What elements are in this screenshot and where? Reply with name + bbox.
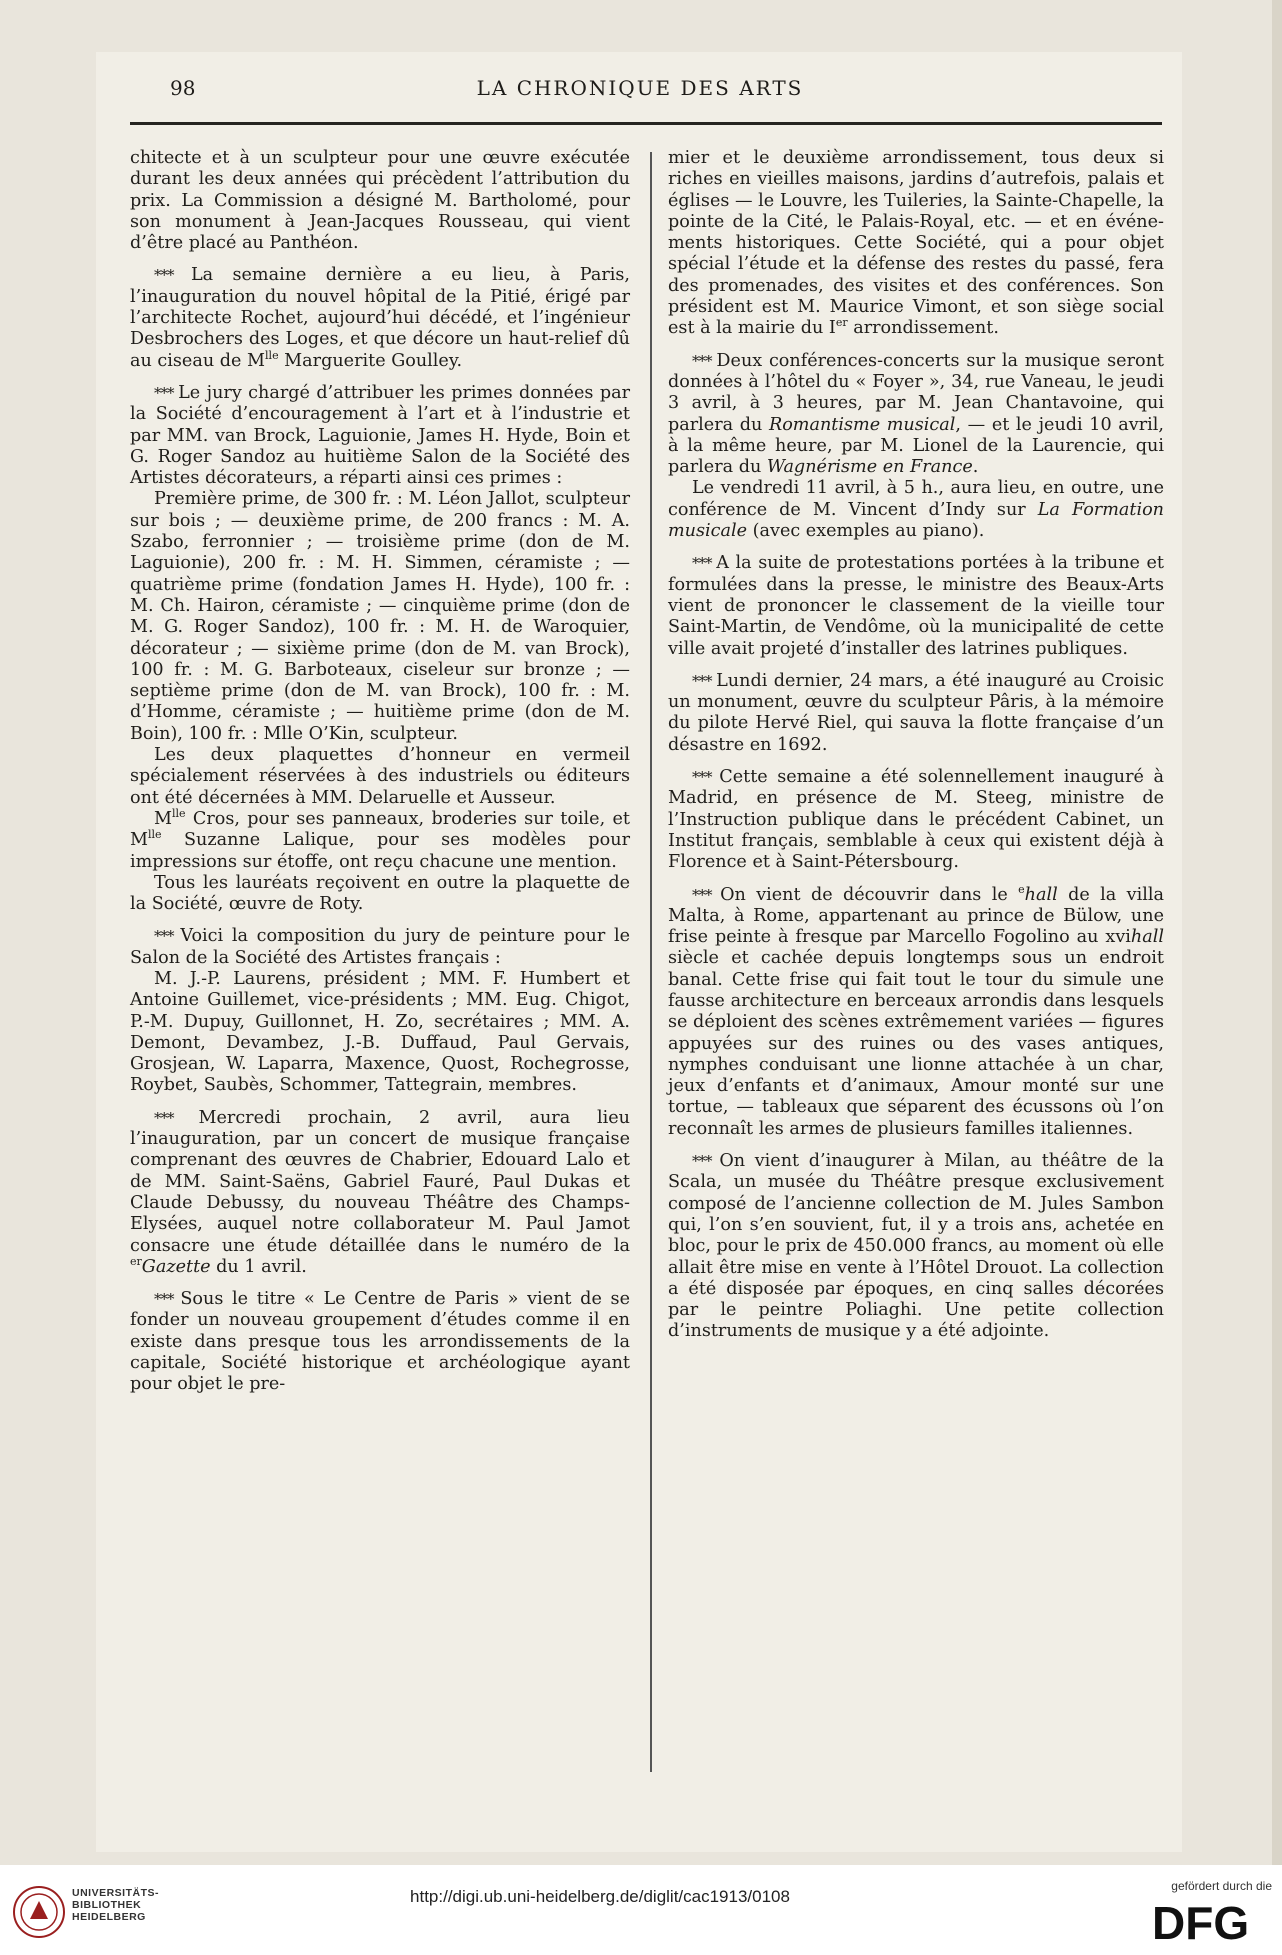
digitization-footer xyxy=(0,1865,1282,1955)
paragraph-text: (avec exemples au piano). xyxy=(747,521,985,542)
italic-title: hall xyxy=(1024,884,1058,905)
paragraph-text: mier et le deuxième arrondissement, tous deux si riches en vieilles maisons, jardins d’autrefois, palais et églises — le Louvre, les Tuileries, la Sainte-Chapelle, la pointe de la Cité, le Palais-Royal, etc. — et en événements historiques. Cette Société, qui a pour objet spécial l’étude et la défense des restes du passé, fera des promenades, des visites et des conférences. Son président est M. Maurice Vimont, et son siège social est à la mairie du I xyxy=(668,148,1164,339)
permalink[interactable]: http://digi.ub.uni-heidelberg.de/diglit/cac1913/0108 xyxy=(410,1887,790,1906)
paragraph-text: simule une fausse architecture en berceaux arrondis dans lesquels se déploient des scènes extrêmement variées — figures appuyées sur des ruines ou des vases antiques, nymphes conduisant une lionne attachée à un char, jeux d’enfants et d’animaux, Amour monté sur une tortue, — tableaux que séparent des écussons où l’on reconnaît les armes de plusieurs familles italiennes. xyxy=(668,969,1164,1139)
paragraph-text: arrondissement. xyxy=(847,318,999,339)
paragraph-text: Le vendredi 11 avril, à 5 h., aura lieu, en outre, une conférence de M. Vincent d’Indy sur xyxy=(668,478,1164,520)
page-header xyxy=(0,70,1282,110)
italic-title: Wagnérisme en France xyxy=(766,457,973,478)
header-rule xyxy=(130,122,1162,125)
asterism: *** xyxy=(692,671,717,690)
superscript: e xyxy=(1018,882,1025,896)
paragraph-text: M. J.-P. Laurens, président ; MM. F. Humbert et Antoine Guillemet, vice-présidents ; MM. Eug. Chigot, P.-M. Dupuy, Guillonnet, H. Zo, secrétaires ; MM. A. Demont, Devambez, J.-B. Duffaud, Paul Gervais, Grosjean, W. Laparra, Maxence, Quost, Rochegrosse, Roybet, Saubès, Schommer, Tattegrain, membres. xyxy=(130,968,630,1096)
asterism: *** xyxy=(154,266,191,285)
running-title: LA CHRONIQUE DES ARTS xyxy=(476,76,804,100)
column-divider xyxy=(650,152,652,1772)
asterism: *** xyxy=(692,768,720,787)
page-number: 98 xyxy=(170,76,196,100)
paragraph-text: Lundi dernier, 24 mars, a été inauguré au Croisic un monument, œuvre du sculpteur Pâris, à la mémoire du pilote Hervé Riel, qui sauva la flotte française d’un désastre en 1692. xyxy=(668,670,1164,755)
asterism: *** xyxy=(692,554,717,573)
paragraph xyxy=(668,671,1164,756)
italic-title: La Formation musicale xyxy=(668,499,1164,542)
paragraph xyxy=(130,809,630,873)
italic-title: hall xyxy=(1130,927,1164,948)
paragraph xyxy=(130,873,630,916)
asterism: *** xyxy=(692,885,721,904)
asterism: *** xyxy=(154,383,179,402)
paragraph-text: On vient d’inaugurer à Milan, au théâtre de la Scala, un musée du Théâtre presque exclusivement composé de l’ancienne collection de M. Jules Sambon qui, l’on s’en souvient, fut, il y a trois ans, achetée en bloc, pour le prix de 450.000 francs, au moment où elle allait être mise en vente à l’Hôtel Drouot. La collection a été disposée par époques, en cinq salles décorées par le peintre Poliaghi. Une petite collection d’instruments de musique y a été adjointe. xyxy=(668,1151,1164,1342)
paragraph-text: Tous les lauréats reçoivent en outre la plaquette de la Société, œuvre de Roty. xyxy=(130,872,630,915)
paragraph-text: Première prime, de 300 fr. : M. Léon Jallot, sculpteur sur bois ; — deuxième prime, de 200 francs : M. A. Szabo, ferronnier ; — troisième prime (don de M. Laguionie), 200 fr. : M. H. Simmen, céramiste ; — quatrième prime (fondation James H. Hyde), 100 fr. : M. Ch. Hairon, céramiste ; — cinquième prime (don de M. G. Roger Sandoz), 100 fr. : M. H. de Waroquier, décorateur ; — sixième prime (don de M. van Brock), 100 fr. : M. G. Barboteaux, ciseleur sur bronze ; — septième prime (don de M. van Brock), 100 fr. : M. d’Homme, céramiste ; — huitième prime (don de M. Boin), 100 fr. : Mlle O’Kin, sculpteur. xyxy=(130,489,630,744)
book-edge xyxy=(1272,0,1282,1865)
asterism: *** xyxy=(692,351,717,370)
paragraph-text: On vient de découvrir dans le xyxy=(720,884,1019,905)
superscript: lle xyxy=(148,828,162,842)
paragraph-text: Mercredi prochain, 2 avril, aura lieu l’inauguration, par un concert de musique française comprenant des œuvres de Chabrier, Edouard Lalo et de MM. Saint-Saëns, Gabriel Fauré, Paul Dukas et Claude Debussy, du nouveau Théâtre des Champs-Elysées, auquel notre collaborateur M. Paul Jamot consacre une étude détaillée dans le numéro de la xyxy=(130,1107,630,1256)
right-column xyxy=(668,148,1164,1343)
paragraph xyxy=(668,478,1164,542)
dfg-logo xyxy=(1150,1897,1270,1943)
paragraph-text: Suzanne Lalique, pour ses modèles pour impressions sur étoffe, ont reçu chacune une mention. xyxy=(130,830,630,872)
asterism: *** xyxy=(154,1108,199,1127)
paragraph xyxy=(668,351,1164,479)
paragraph-text: Sous le titre « Le Centre de Paris » vient de se fonder un nouveau groupement d’études comme il en existe dans presque tous les arrondissements de la capitale, Société historique et archéologique ayant pour objet le pre- xyxy=(130,1289,630,1395)
paragraph xyxy=(130,926,630,969)
library-name xyxy=(72,1887,159,1923)
paragraph-text: avril. xyxy=(255,1256,307,1277)
paragraph xyxy=(668,767,1164,873)
italic-title: Romantisme musical xyxy=(768,414,956,435)
paragraph-text: A la suite de protestations portées à la tribune et formulées dans la presse, le ministre des Beaux-Arts vient de prononcer le classement de la vieille tour Saint-Martin, de Vendôme, où la municipalité de cette ville avait projeté d’installer des latrines publiques. xyxy=(668,553,1164,659)
paragraph-text: siècle et cachée depuis longtemps sous un endroit banal. Cette frise qui fait tout le tour du xyxy=(668,948,1164,990)
paragraph-text: du 1 xyxy=(210,1256,256,1277)
asterism: *** xyxy=(154,1290,181,1309)
italic-title: Gazette xyxy=(141,1256,211,1277)
left-column xyxy=(130,148,630,1396)
superscript: lle xyxy=(265,348,279,362)
dfg-logo-text: DFG xyxy=(1152,1897,1250,1943)
library-name-line: UNIVERSITÄTS- xyxy=(72,1887,160,1899)
asterism: *** xyxy=(692,1152,720,1171)
paragraph-text: Cette semaine a été solennellement inauguré à Madrid, en présence de M. Steeg, ministre de l’Instruction publique dans le précédent Cabinet, un Institut français, semblable à ceux qui existent déjà à Florence et à Saint-Pétersbourg. xyxy=(668,767,1164,873)
paragraph xyxy=(130,383,630,489)
paragraph xyxy=(130,265,630,371)
paragraph-text: Deux conférences-concerts sur la musique seront données à l’hôtel du « Foyer », 34, rue Vaneau, le jeudi 3 avril, à 3 heures, par M. Jean Chantavoine, qui parlera du xyxy=(668,350,1164,435)
paragraph xyxy=(130,969,630,1097)
paragraph-text: de la villa Malta, à Rome, appartenant au prince de Bülow, une frise peinte à fresque par Marcello Fogolino au xvi xyxy=(668,884,1164,948)
superscript: lle xyxy=(172,807,186,821)
paragraph xyxy=(130,1289,630,1395)
paragraph-text: Marguerite Goulley. xyxy=(278,350,463,371)
paragraph xyxy=(668,553,1164,659)
paragraph xyxy=(130,489,630,745)
paragraph xyxy=(668,148,1164,340)
paragraph-text: M xyxy=(154,808,173,829)
superscript: er xyxy=(835,316,848,330)
library-name-line: HEIDELBERG xyxy=(72,1911,146,1923)
paragraph xyxy=(130,148,630,254)
paragraph xyxy=(668,1151,1164,1343)
superscript: er xyxy=(130,1254,142,1268)
university-seal-icon xyxy=(12,1885,66,1939)
paragraph-text: , — et le jeudi 10 avril, à la même heure, par M. Lionel de la Laurencie, qui parlera du xyxy=(668,414,1164,478)
paragraph-text: Les deux plaquettes d’honneur en vermeil spécialement réservées à des industriels ou éditeurs ont été décernées à MM. Delaruelle et Ausseur. xyxy=(130,745,630,808)
paragraph-text: Le jury chargé d’attribuer les primes données par la Société d’encouragement à l’art et à l’industrie et par MM. van Brock, Laguionie, James H. Hyde, Boin et G. Roger Sandoz au huitième Salon de la Société des Artistes décorateurs, a réparti ainsi ces primes : xyxy=(130,382,630,489)
paragraph-text: chitecte et à un sculpteur pour une œuvre exécutée durant les deux années qui précèdent l’attribution du prix. La Commission a désigné M. Bartholomé, pour son monument à Jean-Jacques Rousseau, qui vient d’être placé au Panthéon. xyxy=(130,148,630,254)
paragraph-text: Voici la composition du jury de peinture pour le Salon de la Société des Artistes français : xyxy=(130,926,630,968)
paragraph-text: Cros, pour ses panneaux, broderies sur toile, et M xyxy=(130,808,630,851)
paragraph xyxy=(130,745,630,809)
funding-caption: gefördert durch die xyxy=(1171,1879,1272,1893)
paragraph-text: La semaine dernière a eu lieu, à Paris, l’inauguration du nouvel hôpital de la Pitié, érigé par l’architecte Rochet, aujourd’hui décédé, et l’ingénieur Desbrochers des Loges, et que décore un haut-relief dû au ciseau de M xyxy=(130,265,630,371)
paragraph-text: . xyxy=(972,457,979,478)
paragraph xyxy=(668,882,1164,1141)
library-name-line: BIBLIOTHEK xyxy=(72,1899,142,1911)
paragraph xyxy=(130,1108,630,1278)
asterism: *** xyxy=(154,927,181,946)
